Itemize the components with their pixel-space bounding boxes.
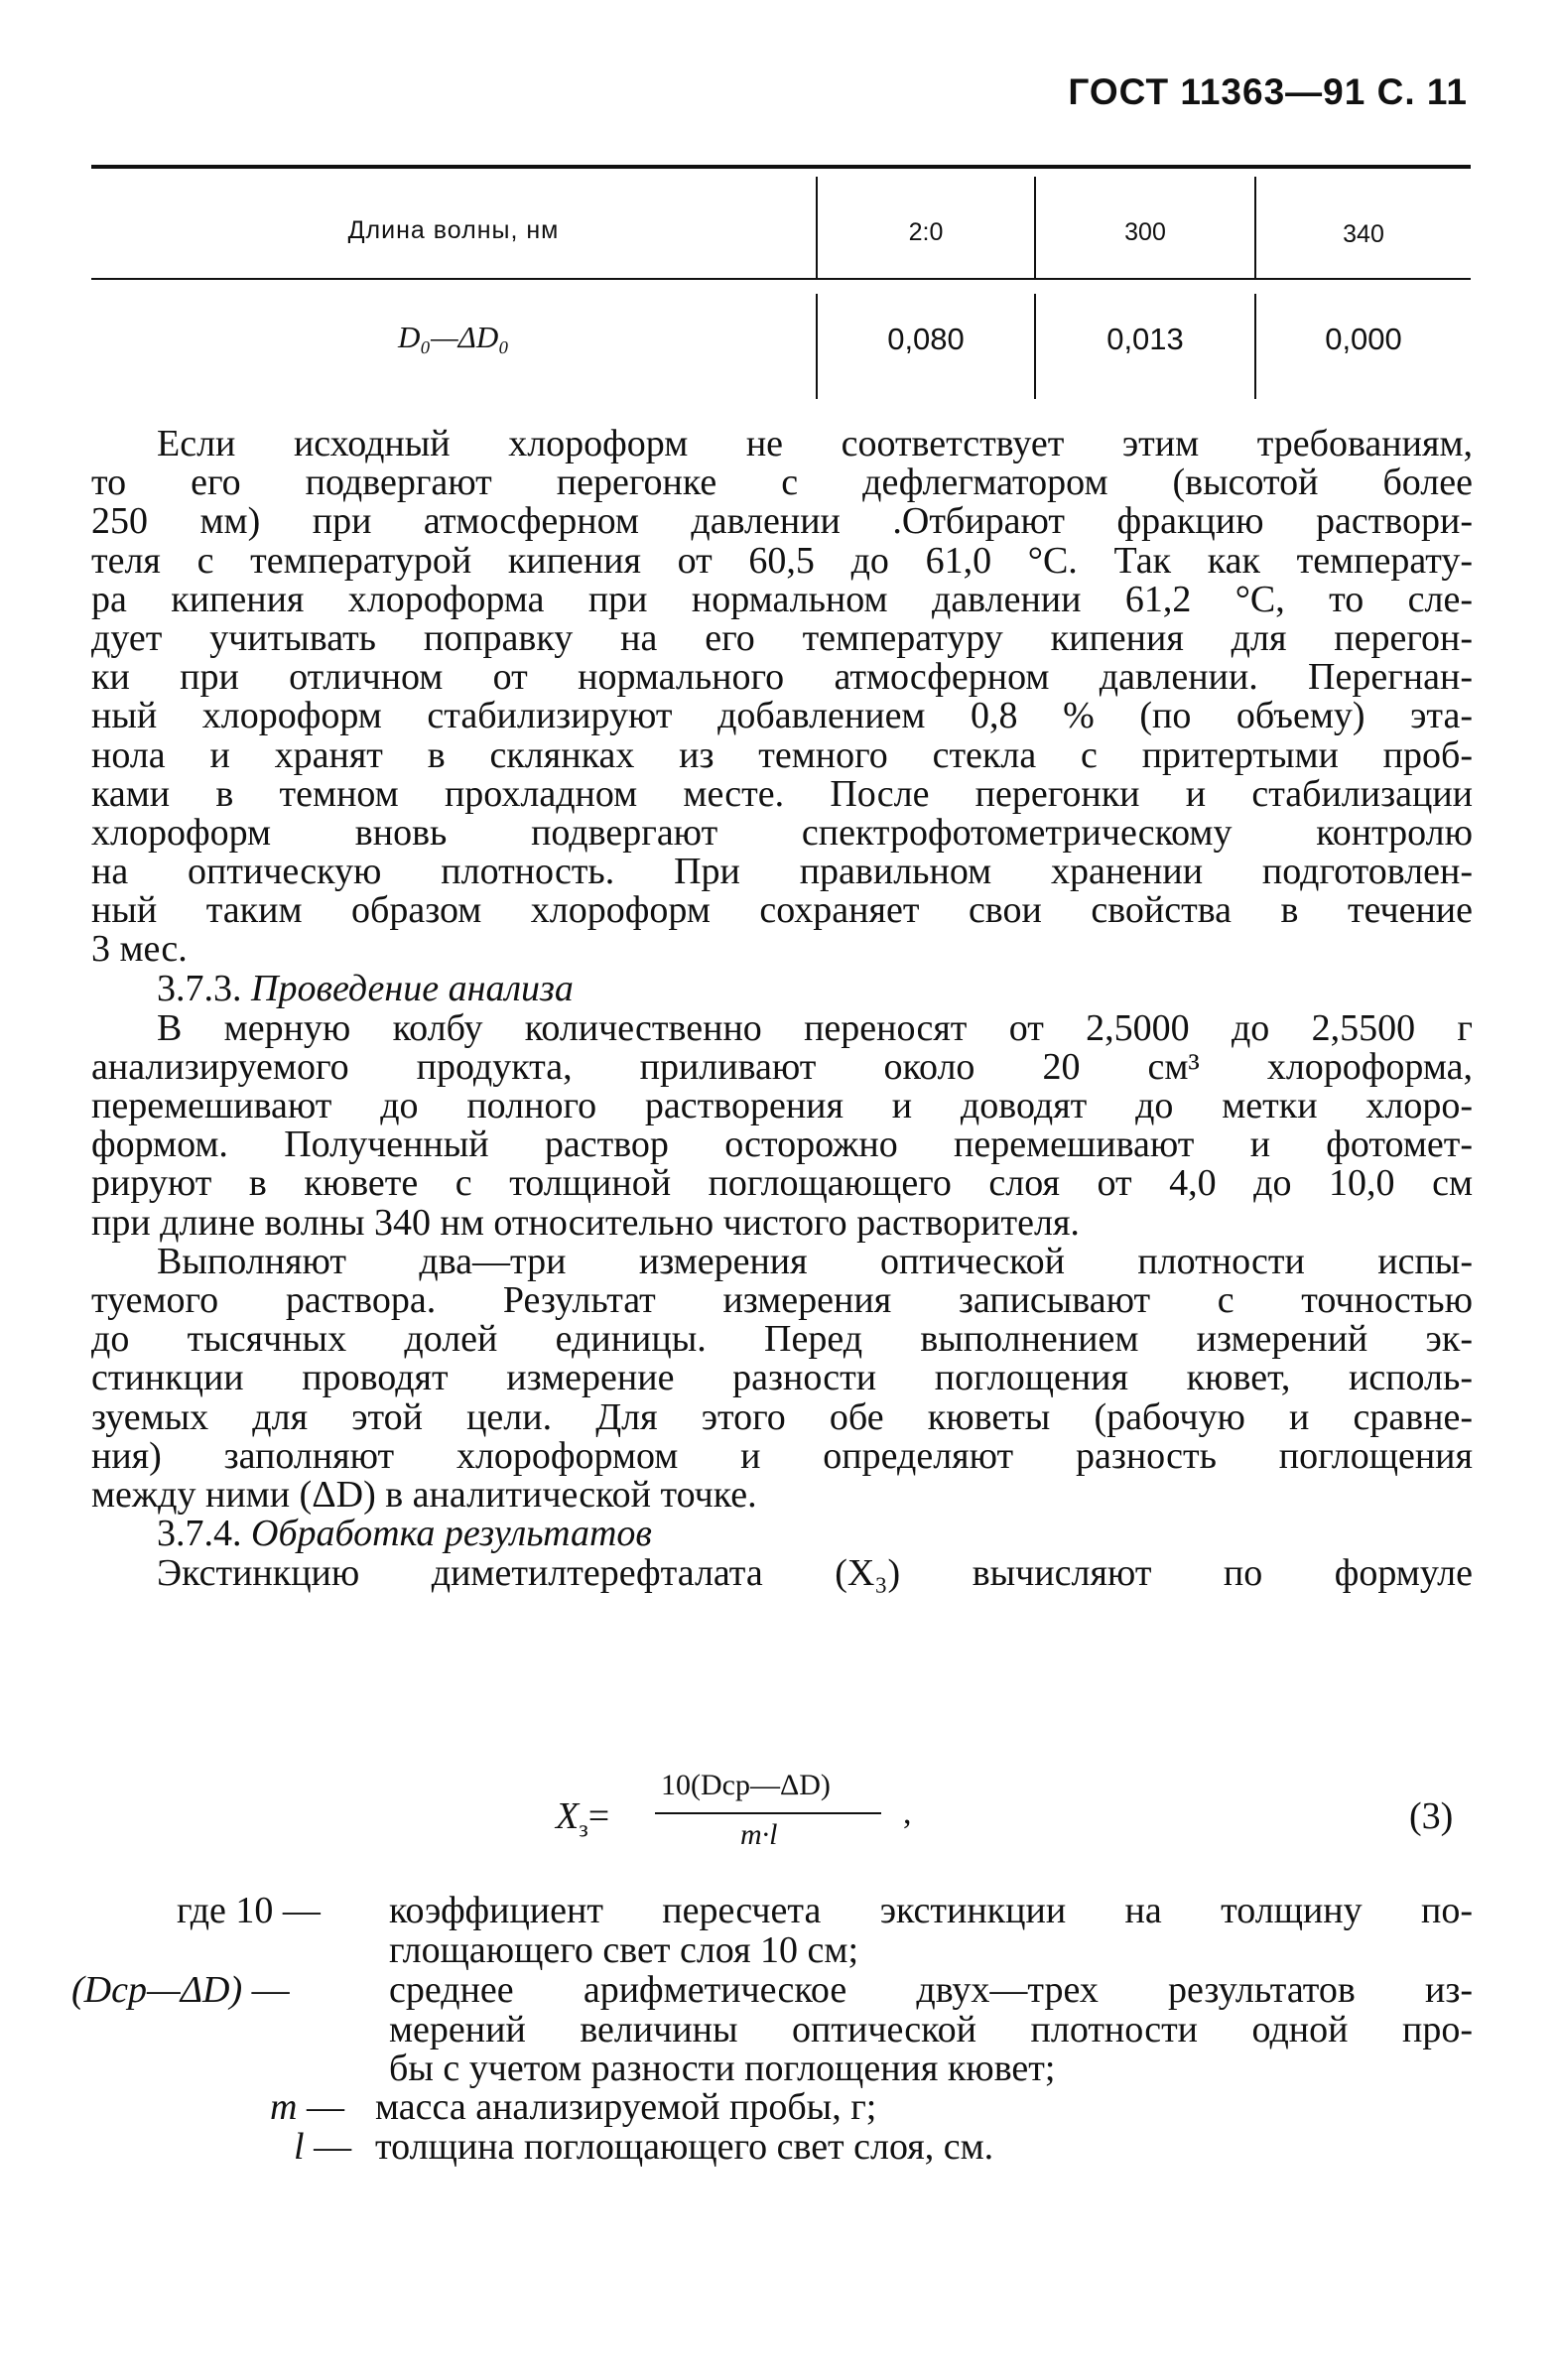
page-header: ГОСТ 11363—91 С. 11	[1068, 71, 1468, 112]
text-line: нола и хранят в склянках из темного стекла с притертыми проб-	[91, 733, 1473, 776]
definition-term: где 10 —	[177, 1890, 321, 1931]
section-title: Обработка результатов	[251, 1513, 652, 1555]
text-line: ный таким образом хлороформ сохраняет свои свойства в течение	[91, 889, 1473, 932]
table-cell: 0,000	[1325, 322, 1402, 356]
text-line: В мерную колбу количественно переносят от 2,5000 до 2,5500 г	[157, 1006, 1473, 1049]
definition-text: толщина поглощающего свет слоя, см.	[375, 2126, 994, 2168]
fraction-bar	[655, 1812, 881, 1814]
section-number: 3.7.3.	[157, 967, 242, 1009]
text-line: ный хлороформ стабилизируют добавлением 0,8 % (по объему) эта-	[91, 695, 1473, 737]
text-line: на оптическую плотность. При правильном хранении подготовлен-	[91, 851, 1473, 893]
text-line: Выполняют два—три измерения оптической плотности испы-	[157, 1240, 1473, 1282]
text-line: туемого раствора. Результат измерения записывают с точностью	[91, 1278, 1473, 1321]
table-header-cell: 2:0	[908, 218, 944, 246]
text-line: хлороформ вновь подвергают спектрофотометрическому контролю	[91, 811, 1473, 854]
section-number: 3.7.4.	[157, 1513, 242, 1555]
table-header-rule	[91, 278, 1471, 280]
table-header-cell: 340	[1343, 220, 1384, 248]
formula-denominator: m·l	[740, 1818, 778, 1851]
text-line: между ними (ΔD) в аналитической точке.	[91, 1473, 757, 1516]
section-title: Проведение анализа	[251, 967, 574, 1009]
table-cell: 0,080	[887, 322, 965, 356]
definition-term: m —	[270, 2086, 344, 2128]
definition-text: масса анализируемой пробы, г;	[375, 2086, 877, 2128]
text-line: то его подвергают перегонке с дефлегматором (высотой более	[91, 462, 1473, 504]
text-line: анализируемого продукта, приливают около 20 см³ хлороформа,	[91, 1045, 1473, 1088]
text-line: стинкции проводят измерение разности поглощения кювет, исполь-	[91, 1357, 1473, 1399]
definition-term: (Dср—ΔD) —	[71, 1969, 290, 2011]
formula-numerator: 10(Dср—ΔD)	[661, 1769, 831, 1801]
table-cell: 0,013	[1106, 322, 1184, 356]
text-line: 250 мм) при атмосферном давлении .Отбирают фракцию раствори-	[91, 500, 1473, 543]
formula-lhs: $X_з=$	[556, 1795, 610, 1843]
text-line: перемешивают до полного растворения и доводят до метки хлоро-	[91, 1085, 1473, 1126]
section-heading	[91, 1515, 1473, 1554]
text-line: дует учитывать поправку на его температуру кипения для перегон-	[91, 616, 1473, 659]
text-line: 3 мес.	[91, 928, 188, 971]
text-line: ками в темном прохладном месте. После перегонки и стабилизации	[91, 772, 1473, 815]
definition-text: среднее арифметическое двух—трех результатов из- мерений величины оптической плотности одной про- бы с учетом разности поглощения кювет;	[389, 1969, 1473, 2090]
text-line: Экстинкцию диметилтерефталата (X₃) вычисляют по формуле	[157, 1552, 1473, 1595]
table-row-label: D₀—ΔD₀	[397, 320, 510, 354]
table-header-cell: 300	[1124, 218, 1166, 246]
formula-comma: ,	[903, 1794, 912, 1831]
definition-text: коэффициент пересчета экстинкции на толщину по- глощающего свет слоя 10 см;	[389, 1890, 1473, 1971]
text-line: до тысячных долей единицы. Перед выполнением измерений эк-	[91, 1318, 1473, 1361]
text-line: рируют в кювете с толщиной поглощающего слоя от 4,0 до 10,0 см	[91, 1162, 1473, 1205]
text-line: Если исходный хлороформ не соответствует этим требованиям,	[157, 423, 1473, 464]
text-line: теля с температурой кипения от 60,5 до 61,0 °С. Так как температу-	[91, 539, 1473, 582]
text-line: ра кипения хлороформа при нормальном давлении 61,2 °С, то сле-	[91, 578, 1473, 620]
section-heading	[91, 967, 1473, 1009]
text-line: зуемых для этой цели. Для этого обе кюветы (рабочую и сравне-	[91, 1395, 1473, 1438]
table-top-rule	[91, 165, 1471, 169]
text-line: ки при отличном от нормального атмосферном давлении. Перегнан-	[91, 656, 1473, 699]
body-text	[91, 425, 1473, 1593]
text-line: формом. Полученный раствор осторожно перемешивают и фотомет-	[91, 1124, 1473, 1166]
table-header-label: Длина волны, нм	[347, 216, 560, 244]
formula	[556, 1769, 1111, 1864]
text-line: ния) заполняют хлороформом и определяют разность поглощения	[91, 1434, 1473, 1477]
text-line: при длине волны 340 нм относительно чистого растворителя.	[91, 1201, 1080, 1244]
equation-number: (3)	[1409, 1795, 1454, 1837]
definition-term: l —	[294, 2126, 352, 2168]
